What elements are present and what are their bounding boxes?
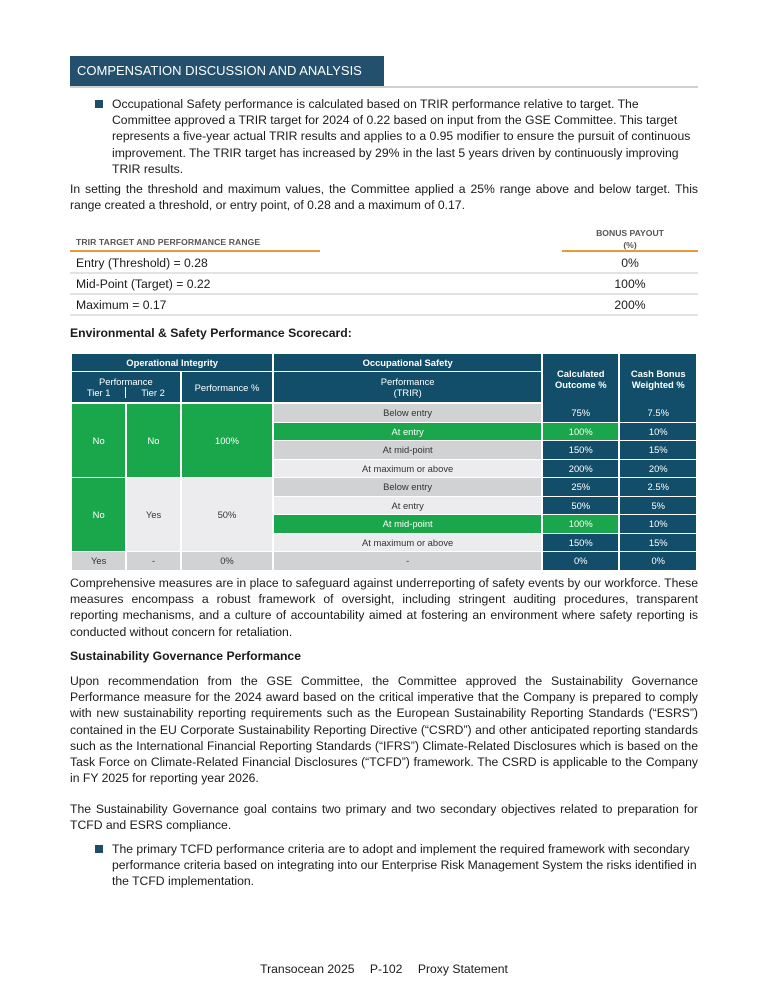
scorecard-row: [72, 404, 696, 423]
header-performance-pct: Performance %: [182, 372, 273, 404]
square-bullet-icon: [95, 100, 103, 108]
scorecard-row: [72, 478, 696, 497]
performance-pct-cell: 50%: [182, 478, 273, 552]
trir-performance-cell: Below entry: [274, 478, 541, 497]
sustainability-heading: Sustainability Governance Performance: [70, 649, 301, 663]
performance-pct-cell: 0%: [182, 552, 273, 571]
calculated-outcome-cell: 100%: [543, 515, 618, 534]
calculated-outcome-cell: 50%: [543, 497, 618, 516]
calculated-outcome-cell: 0%: [543, 552, 618, 571]
bullet-occupational-safety: Occupational Safety performance is calculated based on TRIR performance relative to target. The Committee approved a TRIR target for 2024 of 0.22 based on input from the GSE Committee. This target represents a five-year actual TRIR results and applies to a 0.95 modifier to ensure the pursuit of continuous improvement. The TRIR target has increased by 29% in the last 5 years driven by continuously improving TRIR results.: [95, 96, 700, 177]
orange-underline: [70, 250, 320, 252]
scorecard-row: [72, 552, 696, 571]
tier2-cell: No: [127, 404, 179, 478]
cash-bonus-cell: 0%: [620, 552, 696, 571]
header-occupational-safety: Occupational Safety: [274, 354, 541, 372]
trir-performance-cell: At mid-point: [274, 441, 541, 460]
trir-performance-cell: At maximum or above: [274, 534, 541, 553]
trir-range-header: TRIR TARGET AND PERFORMANCE RANGE: [76, 237, 261, 247]
cash-bonus-cell: 15%: [620, 534, 696, 553]
trir-performance-cell: At entry: [274, 497, 541, 516]
section-title-banner: [70, 56, 384, 86]
square-bullet-icon: [95, 845, 103, 853]
trir-table-row: Maximum = 0.17 200%: [70, 295, 698, 316]
bonus-payout-header: BONUS PAYOUT (%): [596, 228, 664, 250]
calculated-outcome-cell: 25%: [543, 478, 618, 497]
sustainability-paragraph-1: Upon recommendation from the GSE Committee, the Committee approved the Sustainability Governance Performance measure for the 2024 award based on the critical imperative that the Company is prepared to comply with new sustainability reporting requirements such as the European Sustainability Reporting Standards (“ESRS”) contained in the EU Corporate Sustainability Reporting Directive (“CSRD”) and other anticipated reporting standards such as the International Financial Reporting Standards (“IFRS”) Climate-Related Disclosures which is based on the Task Force on Climate-Related Financial Disclosures (“TCFD”) framework. The CSRD is applicable to the Company in FY 2025 for reporting year 2026.: [70, 674, 698, 786]
trir-table-row: Mid-Point (Target) = 0.22 100%: [70, 274, 698, 295]
sustainability-paragraph-2: The Sustainability Governance goal contains two primary and two secondary objectives related to preparation for TCFD and ESRS compliance.: [70, 802, 698, 833]
tier2-cell: Yes: [127, 478, 179, 552]
performance-pct-cell: 100%: [182, 404, 273, 478]
tier1-cell: No: [72, 404, 125, 478]
orange-underline: [562, 250, 698, 252]
trir-performance-cell: Below entry: [274, 404, 541, 423]
cash-bonus-cell: 5%: [620, 497, 696, 516]
calculated-outcome-cell: 75%: [543, 404, 618, 423]
cash-bonus-cell: 15%: [620, 441, 696, 460]
footer-document: Proxy Statement: [417, 962, 508, 976]
tier2-cell: -: [127, 552, 179, 571]
bullet-tcfd-criteria: The primary TCFD performance criteria are to adopt and implement the required framework with secondary performance criteria based on integrating into our Enterprise Risk Management System the risks identified in the TCFD implementation.: [95, 841, 700, 890]
footer-page-number: P-102: [369, 962, 403, 976]
header-performance-tiers: Performance Tier 1 Tier 2: [72, 372, 180, 404]
page-footer: [0, 962, 768, 976]
tier1-cell: No: [72, 478, 125, 552]
header-tier1: Tier 1: [72, 387, 126, 398]
header-cash-bonus: Cash Bonus Weighted %: [620, 354, 696, 404]
cash-bonus-cell: 10%: [620, 423, 696, 442]
threshold-paragraph: In setting the threshold and maximum values, the Committee applied a 25% range above and below target. This range created a threshold, or entry point, of 0.28 and a maximum of 0.17.: [70, 182, 698, 213]
footer-company: Transocean 2025: [260, 962, 355, 976]
scorecard-table: [70, 354, 698, 571]
calculated-outcome-cell: 150%: [543, 534, 618, 553]
section-title: COMPENSATION DISCUSSION AND ANALYSIS: [77, 63, 362, 78]
cash-bonus-cell: 2.5%: [620, 478, 696, 497]
trir-performance-cell: -: [274, 552, 541, 571]
scorecard-title: Environmental & Safety Performance Scorecard:: [70, 326, 352, 340]
header-performance-trir: Performance (TRIR): [274, 372, 541, 404]
calculated-outcome-cell: 100%: [543, 423, 618, 442]
header-operational-integrity: Operational Integrity: [72, 354, 272, 372]
calculated-outcome-cell: 200%: [543, 460, 618, 479]
cash-bonus-cell: 7.5%: [620, 404, 696, 423]
trir-performance-cell: At maximum or above: [274, 460, 541, 479]
calculated-outcome-cell: 150%: [543, 441, 618, 460]
header-divider: [70, 86, 698, 88]
cash-bonus-cell: 20%: [620, 460, 696, 479]
trir-performance-cell: At entry: [274, 423, 541, 442]
cash-bonus-cell: 10%: [620, 515, 696, 534]
header-calculated-outcome: Calculated Outcome %: [543, 354, 618, 404]
tier1-cell: Yes: [72, 552, 125, 571]
trir-performance-cell: At mid-point: [274, 515, 541, 534]
safeguard-paragraph: Comprehensive measures are in place to safeguard against underreporting of safety events by our workforce. These measures encompass a robust framework of oversight, including stringent auditing procedures, transparent reporting mechanisms, and a culture of accountability aimed at fostering an environment where safety reporting is conducted without concern for retaliation.: [70, 576, 698, 639]
trir-table-row: Entry (Threshold) = 0.28 0%: [70, 253, 698, 274]
header-tier2: Tier 2: [141, 387, 165, 398]
